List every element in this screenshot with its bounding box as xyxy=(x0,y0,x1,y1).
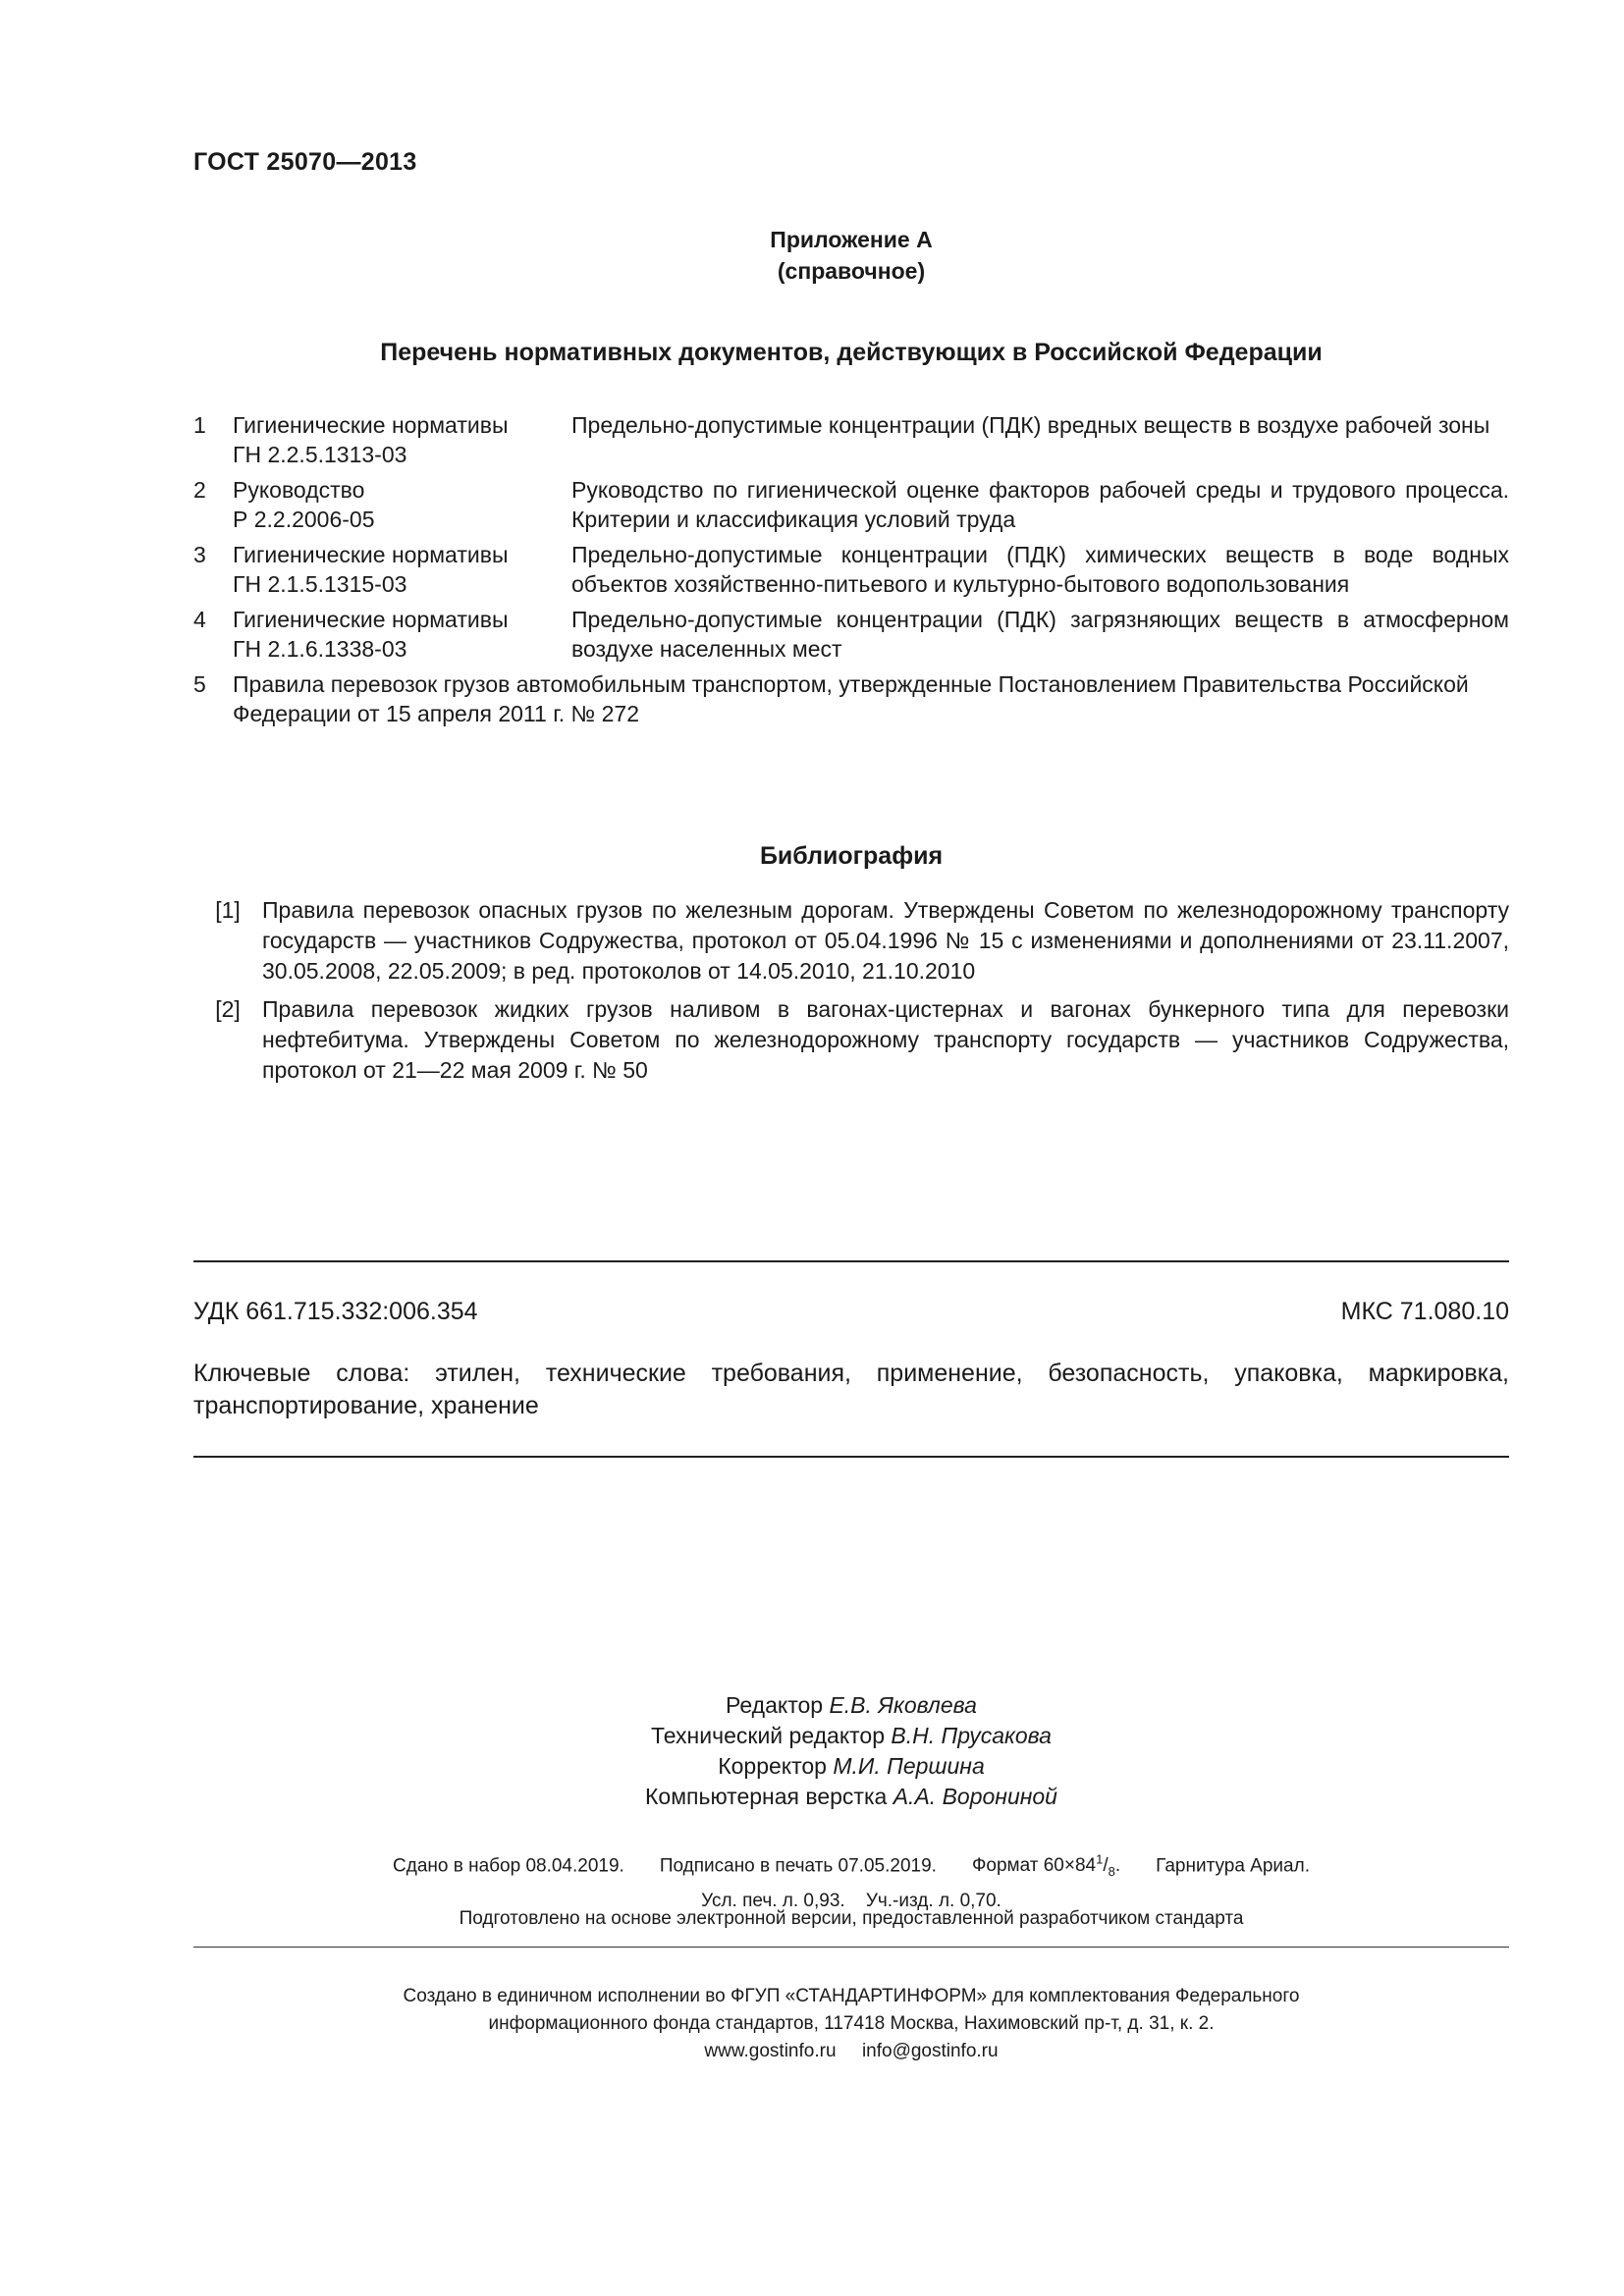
bibliography-item xyxy=(193,994,1509,1086)
norm-doc-type: Гигиенические нормативы xyxy=(233,412,509,438)
norms-list xyxy=(193,410,1509,734)
publisher-info xyxy=(193,1983,1509,2065)
norm-doc-type: Гигиенические нормативы xyxy=(233,607,509,632)
norm-title: Правила перевозок грузов автомобильным транспортом, утвержденные Постановлением Правительства Российской Федерации от 15 апреля 2011 г. № 272 xyxy=(233,671,1469,726)
norm-title: Предельно-допустимые концентрации (ПДК) вредных веществ в воздухе рабочей зоны xyxy=(571,412,1490,438)
norm-document xyxy=(233,475,571,534)
imprint-line-1 xyxy=(193,1845,1509,1887)
bibliography-list xyxy=(193,895,1509,1094)
staff-line xyxy=(193,1690,1509,1721)
print-sheets: Усл. печ. л. 0,93. xyxy=(701,1891,845,1912)
email-link[interactable]: info@gostinfo.ru xyxy=(861,2041,999,2061)
publisher-line-1: Создано в единичном исполнении во ФГУП «СТАНДАРТИНФОРМ» для комплектования Федерального xyxy=(403,1986,1300,2006)
editorial-staff xyxy=(193,1690,1509,1812)
norm-number: 4 xyxy=(193,607,206,632)
bibliography-text: Правила перевозок жидких грузов наливом в вагонах-цистернах и вагонах бункерного типа для перевозки нефтебитума. Утверждены Советом по железнодорожному транспорту государств — участников Содружества, протокол от 21—22 мая 2009 г. № 50 xyxy=(262,996,1509,1083)
typeset-date: Сдано в набор 08.04.2019. xyxy=(393,1855,624,1877)
staff-role: Технический редактор xyxy=(651,1723,886,1748)
bibliography-text: Правила перевозок опасных грузов по железным дорогам. Утверждены Советом по железнодорожному транспорту государств — участников Содружества, протокол от 05.04.1996 № 15 с изменениями и дополнениями от 23.11.2007, 30.05.2008, 22.05.2009; в ред. протоколов от 14.05.2010, 21.10.2010 xyxy=(262,897,1509,984)
staff-line xyxy=(193,1751,1509,1782)
norm-doc-code: ГН 2.2.5.1313-03 xyxy=(233,442,407,467)
staff-role: Корректор xyxy=(718,1753,827,1779)
staff-name: Е.В. Яковлева xyxy=(829,1692,977,1718)
mks-code: МКС 71.080.10 xyxy=(1340,1298,1509,1325)
appendix-title: Приложение А xyxy=(770,227,933,252)
edit-sheets: Уч.-изд. л. 0,70. xyxy=(865,1891,1001,1912)
paper-format: Формат $60\times 84^1/_8$. xyxy=(971,1852,1121,1880)
norm-document xyxy=(233,605,571,664)
norm-title: Предельно-допустимые концентрации (ПДК) загрязняющих веществ в атмосферном воздухе населенных мест xyxy=(571,607,1509,662)
divider-bottom xyxy=(193,1456,1509,1458)
bibliography-title: Библиография xyxy=(759,842,944,870)
norm-document xyxy=(233,540,571,599)
staff-role: Редактор xyxy=(726,1692,824,1718)
norm-doc-code: ГН 2.1.5.1315-03 xyxy=(233,571,407,597)
typeface: Гарнитура Ариал. xyxy=(1156,1855,1310,1877)
norm-item xyxy=(193,669,1509,728)
norm-number: 1 xyxy=(193,412,206,438)
norm-item xyxy=(193,540,1509,599)
staff-role: Компьютерная верстка xyxy=(645,1784,888,1809)
norm-item xyxy=(193,605,1509,664)
publisher-line-2: информационного фонда стандартов, 117418 Москва, Нахимовский пр-т, д. 31, к. 2. xyxy=(488,2013,1215,2034)
norm-document xyxy=(233,410,571,469)
staff-name: В.Н. Прусакова xyxy=(891,1723,1052,1748)
norm-title: Предельно-допустимые концентрации (ПДК) химических веществ в воде водных объектов хозяйственно-питьевого и культурно-бытового водопользования xyxy=(571,542,1509,597)
norm-number: 2 xyxy=(193,477,206,503)
print-imprint xyxy=(193,1845,1509,1916)
staff-line xyxy=(193,1721,1509,1751)
divider-imprint xyxy=(193,1947,1509,1948)
website-link[interactable]: www.gostinfo.ru xyxy=(704,2041,837,2061)
prepared-note: Подготовлено на основе электронной версии, предоставленной разработчиком стандарта xyxy=(459,1908,1244,1929)
norm-doc-code: ГН 2.1.6.1338-03 xyxy=(233,636,407,662)
norm-item xyxy=(193,475,1509,534)
norm-doc-code: Р 2.2.2006-05 xyxy=(233,507,375,532)
staff-name: А.А. Ворониной xyxy=(893,1784,1057,1809)
norm-number: 5 xyxy=(193,671,206,697)
appendix-subtitle: (справочное) xyxy=(777,258,926,284)
bibliography-number: [2] xyxy=(215,996,241,1022)
appendix-heading xyxy=(193,224,1509,287)
standard-code: ГОСТ 25070—2013 xyxy=(193,148,417,176)
staff-name: М.И. Першина xyxy=(833,1753,985,1779)
divider-top xyxy=(193,1260,1509,1262)
keywords: Ключевые слова: этилен, технические требования, применение, безопасность, упаковка, маркировка, транспортирование, хранение xyxy=(193,1360,1509,1419)
publisher-contacts xyxy=(193,2038,1509,2065)
norm-title: Руководство по гигиенической оценке факторов рабочей среды и трудового процесса. Критерии и классификация условий труда xyxy=(571,477,1509,532)
norm-number: 3 xyxy=(193,542,206,567)
bibliography-item xyxy=(193,895,1509,987)
norms-section-title: Перечень нормативных документов, действующих в Российской Федерации xyxy=(380,339,1323,366)
udk-code: УДК 661.715.332:006.354 xyxy=(193,1298,478,1325)
norm-item xyxy=(193,410,1509,469)
norm-doc-type: Руководство xyxy=(233,477,365,503)
signed-date: Подписано в печать 07.05.2019. xyxy=(659,1855,937,1877)
staff-line xyxy=(193,1782,1509,1812)
bibliography-number: [1] xyxy=(215,897,241,923)
norm-doc-type: Гигиенические нормативы xyxy=(233,542,509,567)
